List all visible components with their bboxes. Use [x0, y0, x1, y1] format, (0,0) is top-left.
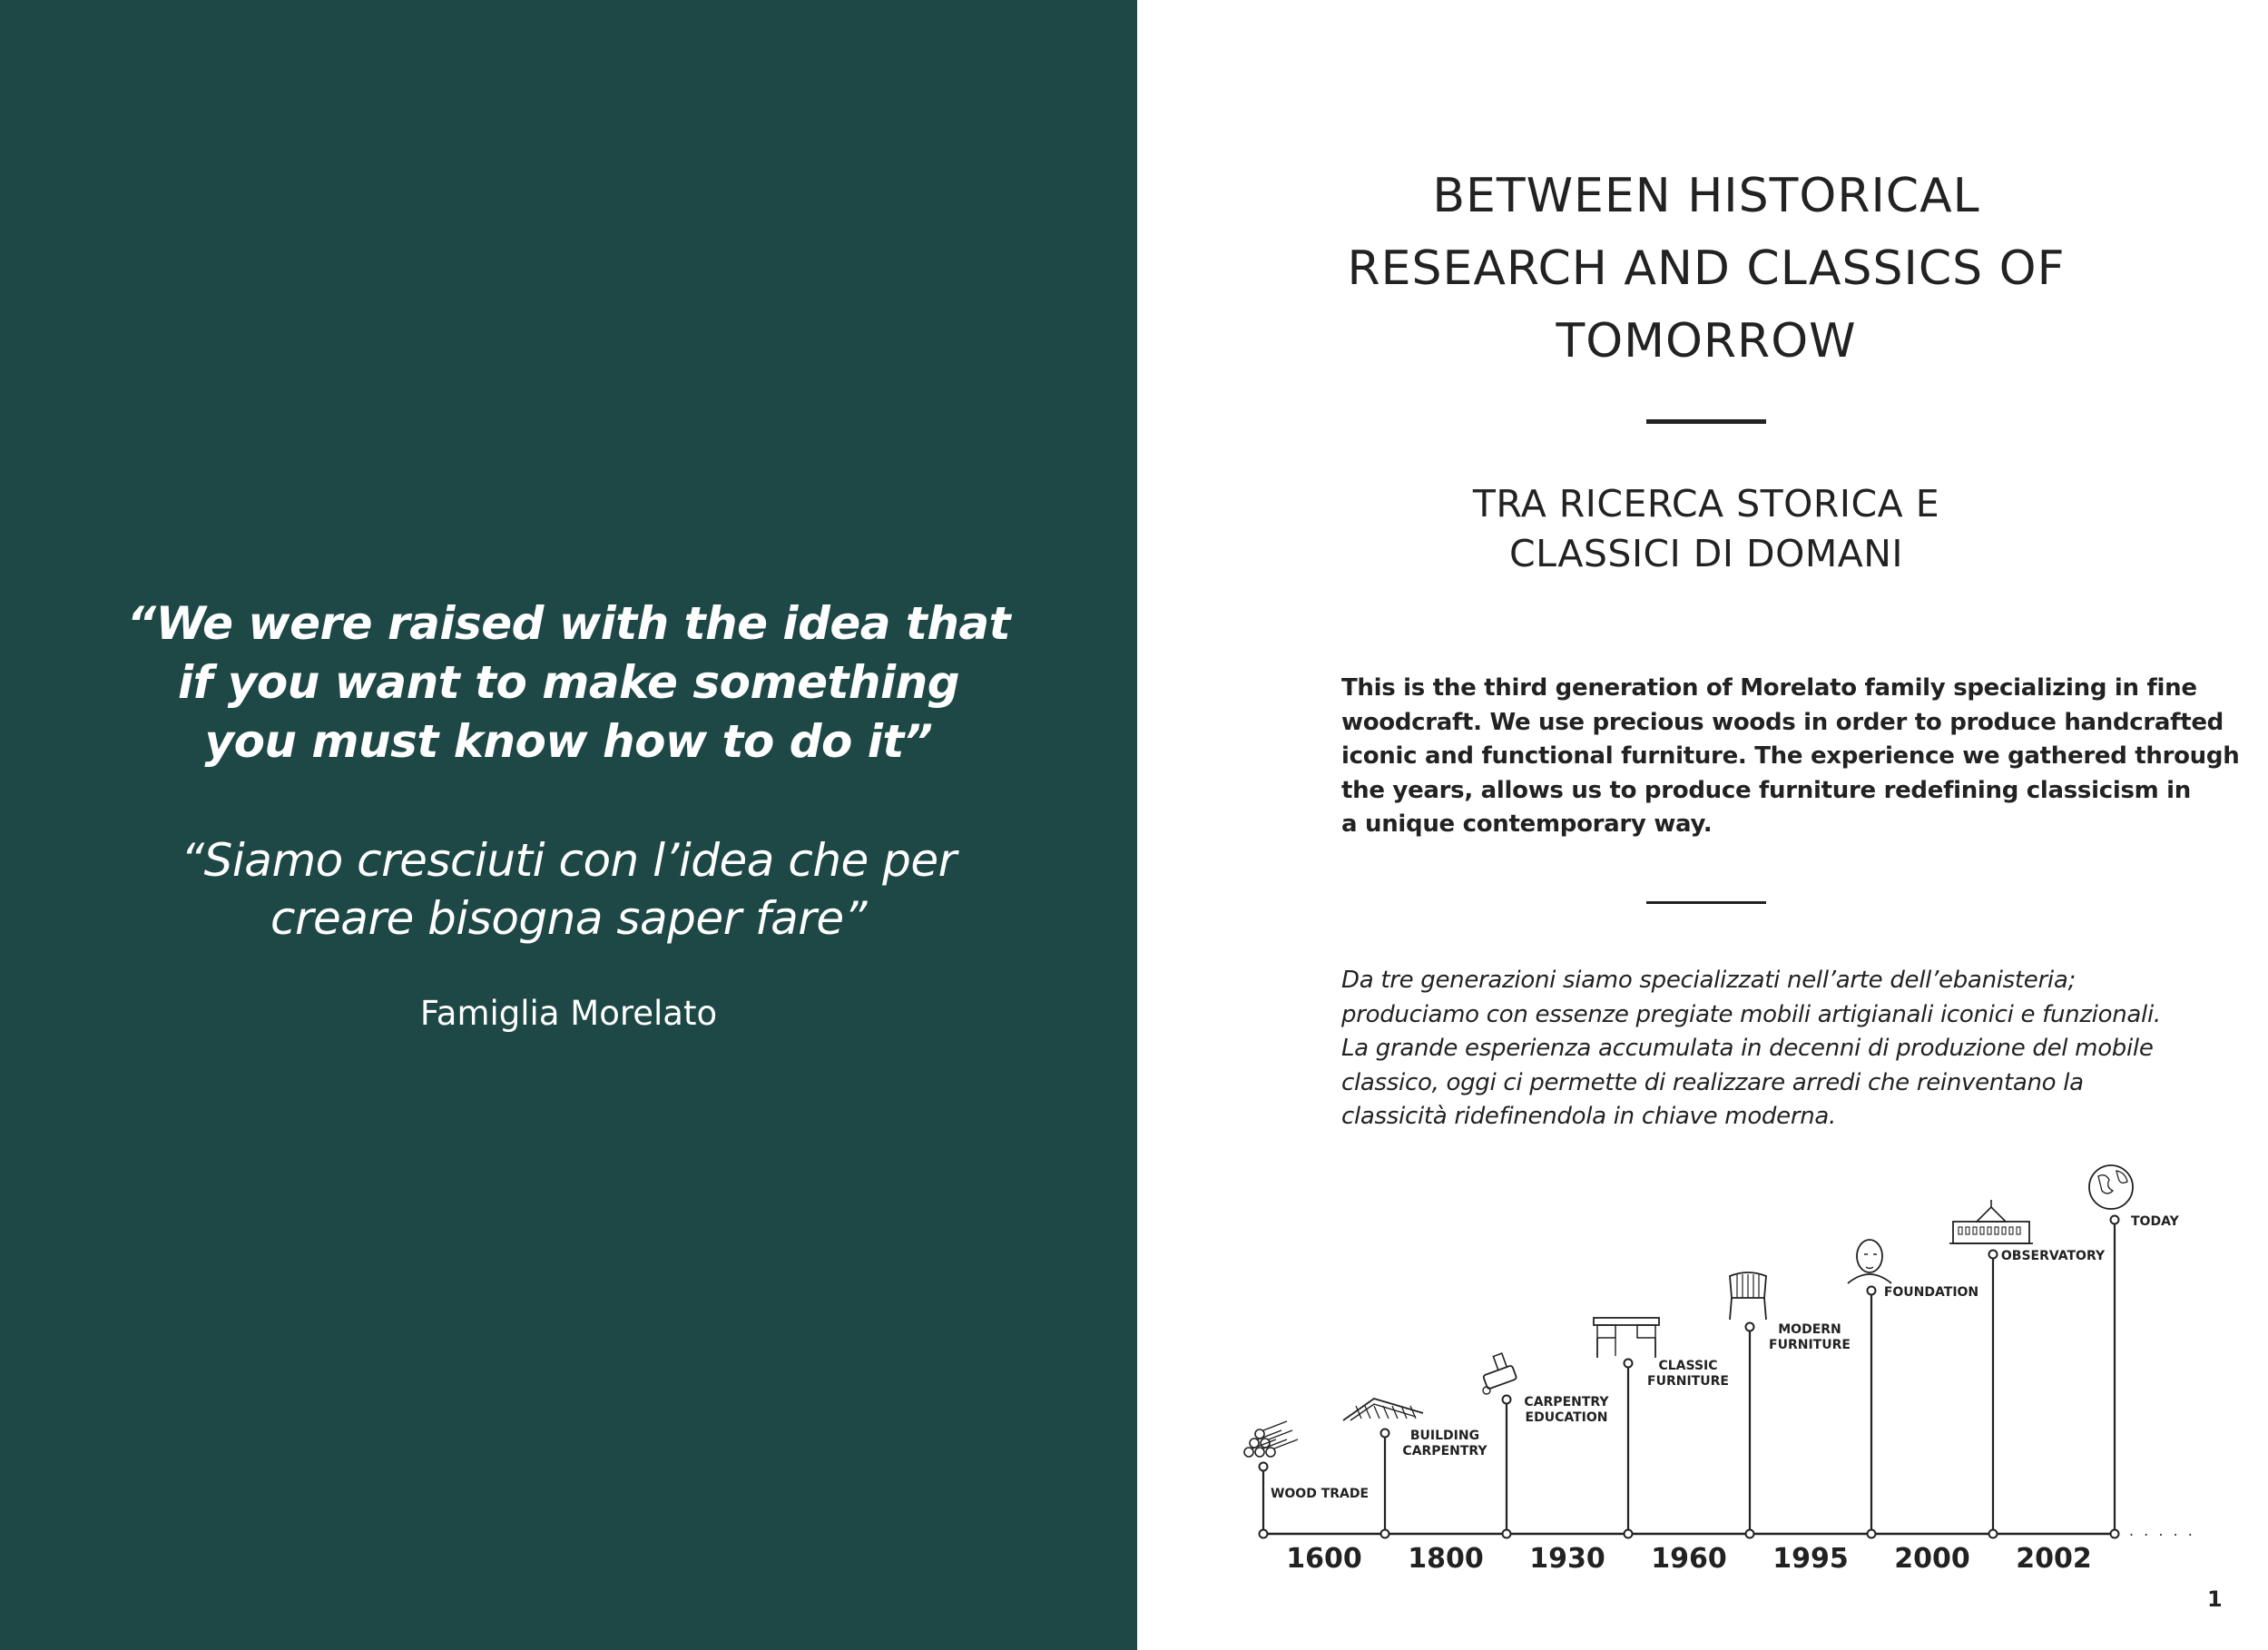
milestone-marker — [1746, 1323, 1754, 1331]
quote-italian — [0, 831, 1137, 948]
milestone-marker — [1381, 1429, 1389, 1438]
chair-icon — [1730, 1272, 1766, 1320]
title-divider — [1646, 419, 1766, 424]
milestone-year: 1995 — [1772, 1543, 1849, 1575]
desk-icon — [1594, 1318, 1659, 1358]
milestone-base-marker — [1260, 1530, 1268, 1538]
milestone-base-marker — [1868, 1530, 1876, 1538]
milestone-label: MODERN — [1778, 1322, 1841, 1337]
milestone-base-marker — [1625, 1530, 1633, 1538]
intro-text-italian — [1341, 964, 2161, 1134]
milestone-base-marker — [1746, 1530, 1754, 1538]
milestone-marker — [1625, 1360, 1633, 1368]
milestone-base-marker — [1381, 1530, 1389, 1538]
milestone-label: CLASSIC — [1658, 1359, 1718, 1373]
milestone-label: FOUNDATION — [1883, 1285, 1979, 1300]
milestone-label: CARPENTRY — [1524, 1395, 1609, 1409]
page-title — [1271, 160, 2142, 378]
text-line: Da tre generazioni siamo specializzati nell’arte dell’ebanisteria; — [1341, 967, 2076, 994]
intro-text-english — [1341, 672, 2240, 842]
text-line: woodcraft. We use precious woods in order to produce handcrafted — [1341, 708, 2224, 736]
quote-line: you must know how to do it” — [204, 715, 933, 768]
text-line: produciamo con essenze pregiate mobili artigianali iconici e funzionali. — [1341, 1000, 2161, 1028]
milestone-year: 1960 — [1651, 1543, 1727, 1575]
subtitle-line: TRA RICERCA STORICA E — [1472, 482, 1940, 525]
milestone-year: 1600 — [1286, 1543, 1362, 1575]
text-divider — [1646, 901, 1766, 904]
text-line: classico, oggi ci permette di realizzare arredi che reinventano la — [1341, 1068, 2084, 1096]
text-line: La grande esperienza accumulata in decenni di produzione del mobile — [1341, 1035, 2154, 1062]
milestone-label: EDUCATION — [1525, 1410, 1608, 1425]
milestone-year: 1800 — [1408, 1543, 1484, 1575]
milestone-base-marker — [1989, 1530, 1998, 1538]
founder-portrait-icon — [1848, 1240, 1891, 1283]
timeline-milestone — [1949, 1200, 2106, 1575]
page-subtitle — [1271, 479, 2142, 579]
milestone-marker — [1503, 1396, 1511, 1404]
quote-line: if you want to make something — [177, 656, 959, 709]
quote-english — [0, 594, 1137, 771]
milestone-marker — [1868, 1287, 1876, 1295]
roof-icon — [1343, 1399, 1423, 1420]
plane-tool-icon — [1483, 1353, 1517, 1394]
milestone-base-marker — [1503, 1530, 1511, 1538]
milestone-label: TODAY — [2131, 1214, 2179, 1229]
milestone-label: FURNITURE — [1647, 1374, 1729, 1389]
quote-line: creare bisogna saper fare” — [270, 892, 867, 945]
timeline-milestone — [1594, 1318, 1729, 1575]
text-line: This is the third generation of Morelato family specializing in fine — [1341, 674, 2197, 702]
timeline-milestone — [1483, 1353, 1609, 1575]
subtitle-line: CLASSICI DI DOMANI — [1508, 532, 1904, 575]
page-number: 1 — [2207, 1586, 2223, 1612]
quote-author: Famiglia Morelato — [419, 994, 718, 1033]
milestone-label: WOOD TRADE — [1270, 1487, 1370, 1501]
globe-icon — [2089, 1165, 2133, 1209]
timeline-milestone — [1848, 1240, 1978, 1575]
milestone-marker — [1989, 1251, 1998, 1259]
quote-line: “We were raised with the idea that — [126, 597, 1011, 650]
milestone-marker — [2111, 1216, 2119, 1224]
milestone-label: BUILDING — [1409, 1429, 1480, 1443]
milestone-base-marker — [2111, 1530, 2119, 1538]
logs-icon — [1244, 1421, 1298, 1457]
timeline-continuation: . . . . . — [2129, 1522, 2195, 1539]
milestone-year: 2002 — [2016, 1543, 2092, 1575]
history-timeline — [1216, 1153, 2214, 1579]
milestone-marker — [1260, 1463, 1268, 1471]
title-line: TOMORROW — [1556, 314, 1857, 368]
milestone-label: CARPENTRY — [1402, 1444, 1487, 1458]
quote-line: “Siamo cresciuti con l’idea che per — [181, 834, 957, 887]
text-line: a unique contemporary way. — [1341, 810, 1713, 838]
text-line: iconic and functional furniture. The experience we gathered through — [1341, 742, 2240, 770]
timeline-milestone — [1730, 1272, 1851, 1575]
text-line: the years, allows us to produce furniture redefining classicism in — [1341, 776, 2191, 804]
villa-icon — [1949, 1200, 2033, 1243]
title-line: BETWEEN HISTORICAL — [1432, 169, 1980, 223]
timeline-milestone — [2089, 1165, 2180, 1538]
milestone-year: 1930 — [1529, 1543, 1605, 1575]
text-line: classicità ridefinendola in chiave moderna. — [1341, 1103, 1836, 1130]
milestone-label: OBSERVATORY — [2000, 1249, 2106, 1263]
timeline-milestone — [1244, 1421, 1369, 1575]
milestone-year: 2000 — [1894, 1543, 1970, 1575]
milestone-label: FURNITURE — [1769, 1338, 1851, 1352]
title-line: RESEARCH AND CLASSICS OF — [1347, 241, 2066, 296]
